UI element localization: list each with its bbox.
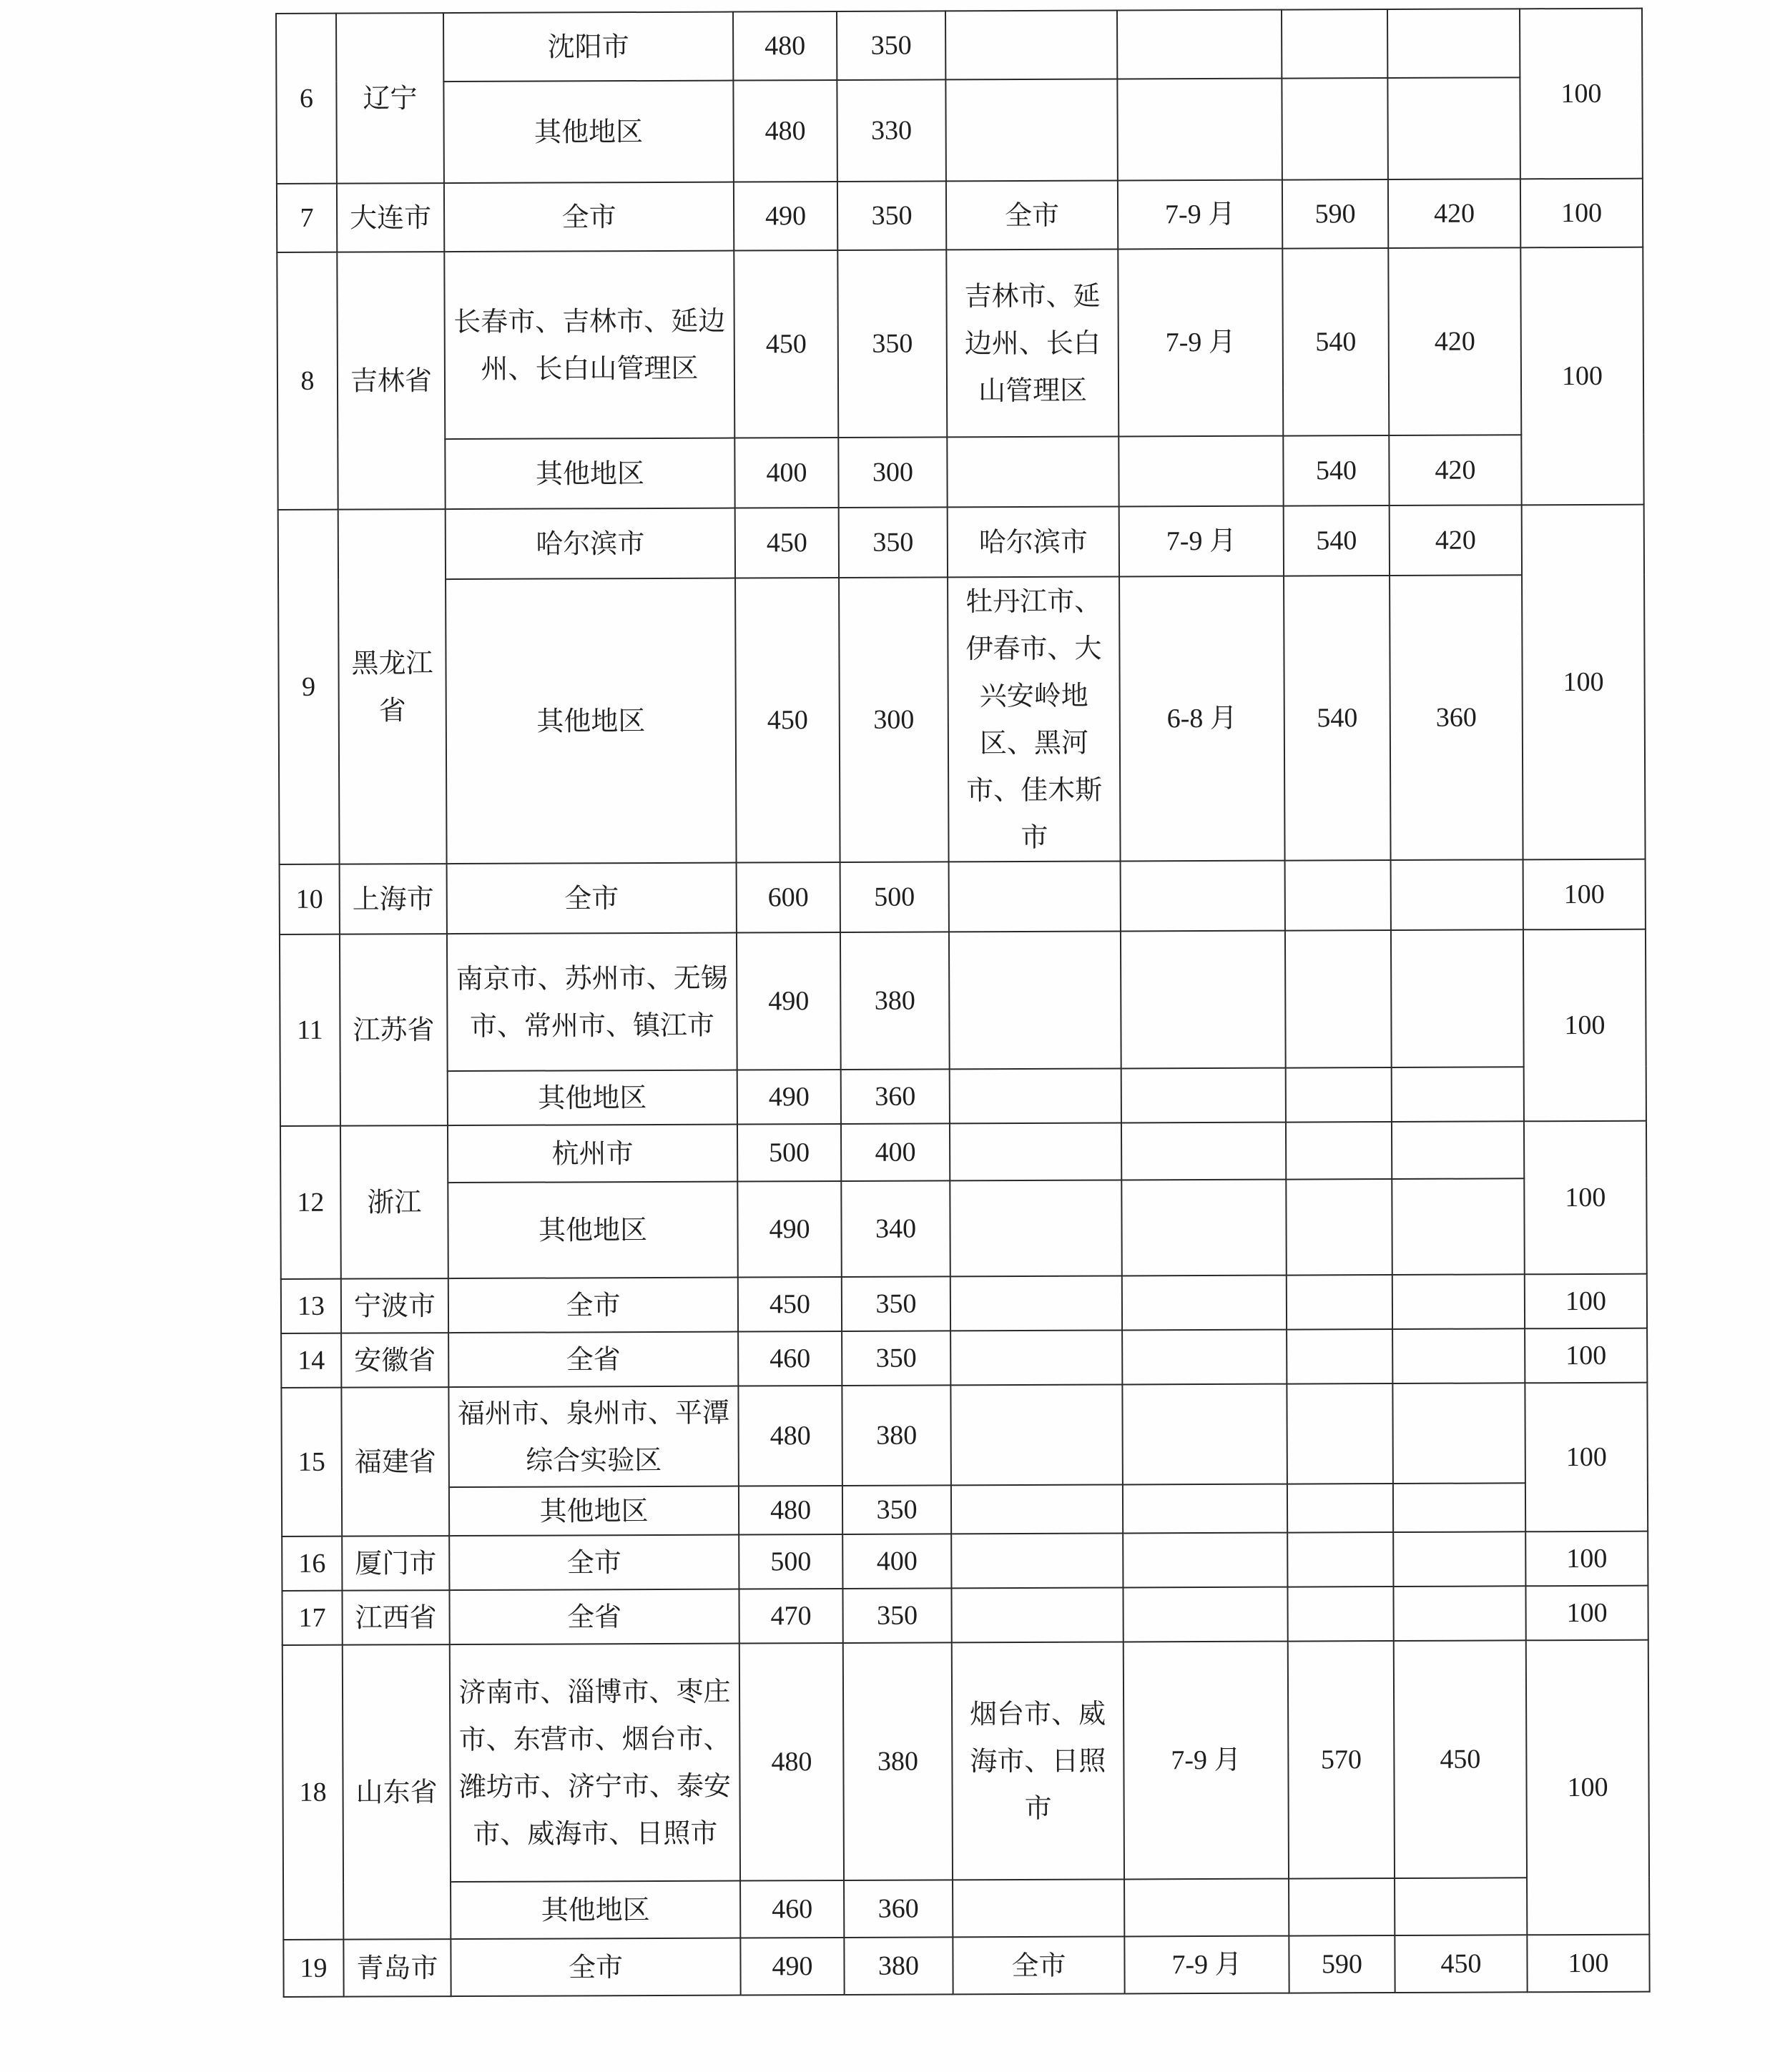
- area-cell: 长春市、吉林市、延边州、长白山管理区: [444, 251, 734, 440]
- peak-months-cell: [1122, 1330, 1287, 1385]
- peak-months-cell: [1122, 1276, 1287, 1331]
- peak-area-cell: 烟台市、威海市、日照市: [952, 1642, 1124, 1880]
- row-number: 8: [277, 252, 338, 510]
- value-cell: 420: [1388, 247, 1521, 435]
- value-cell: 480: [733, 11, 837, 81]
- fixed-value-cell: 100: [1523, 859, 1646, 930]
- value-cell: [1286, 1122, 1392, 1180]
- value-cell: 470: [739, 1589, 842, 1644]
- value-cell: 420: [1388, 179, 1520, 248]
- value-cell: 360: [841, 1069, 950, 1124]
- value-cell: 450: [738, 1277, 842, 1332]
- table-row: [283, 1935, 1649, 1997]
- value-cell: 350: [842, 1485, 951, 1534]
- value-cell: 540: [1282, 248, 1389, 436]
- value-cell: [1286, 1067, 1392, 1123]
- area-cell: 其他地区: [451, 1881, 740, 1940]
- table-row: [281, 1274, 1647, 1333]
- peak-months-cell: [1122, 1384, 1287, 1485]
- province-cell: 吉林省: [337, 252, 445, 510]
- area-cell: 南京市、苏州市、无锡市、常州市、镇江市: [447, 933, 737, 1072]
- province-cell: 山东省: [343, 1644, 451, 1940]
- table-row: [277, 247, 1643, 440]
- value-cell: [1391, 859, 1523, 930]
- area-cell: 全省: [448, 1332, 738, 1388]
- value-cell: 490: [737, 1181, 842, 1278]
- table-row: [278, 575, 1646, 864]
- fixed-value-cell: 100: [1524, 1121, 1647, 1275]
- peak-months-cell: [1117, 79, 1282, 181]
- peak-area-cell: 全市: [953, 1936, 1124, 1994]
- value-cell: [1392, 1178, 1525, 1275]
- area-cell: 全市: [451, 1938, 740, 1997]
- value-cell: [1392, 1328, 1525, 1383]
- value-cell: 380: [840, 932, 950, 1070]
- value-cell: [1391, 929, 1524, 1067]
- province-cell: 黑龙江省: [338, 509, 447, 864]
- peak-area-cell: [953, 1879, 1124, 1937]
- value-cell: 420: [1389, 435, 1521, 505]
- area-cell: 全市: [444, 182, 734, 252]
- value-cell: 480: [738, 1386, 842, 1486]
- value-cell: 350: [837, 181, 946, 250]
- area-cell: 其他地区: [449, 1486, 739, 1536]
- table-row: [277, 435, 1643, 510]
- peak-months-cell: 6-8 月: [1119, 576, 1285, 862]
- value-cell: 400: [841, 1123, 950, 1181]
- area-cell: 全省: [449, 1589, 739, 1645]
- value-cell: [1285, 930, 1392, 1068]
- peak-area-cell: [949, 861, 1121, 932]
- province-cell: 上海市: [340, 864, 447, 934]
- peak-area-cell: [949, 931, 1121, 1069]
- value-cell: 380: [844, 1937, 953, 1995]
- province-cell: 江西省: [342, 1590, 449, 1645]
- value-cell: 450: [735, 508, 839, 578]
- value-cell: [1287, 1587, 1393, 1642]
- value-cell: 360: [1390, 575, 1523, 860]
- table-row: [276, 9, 1642, 82]
- value-cell: 400: [842, 1534, 951, 1589]
- province-cell: 福建省: [341, 1387, 449, 1536]
- value-cell: 490: [740, 1938, 844, 1995]
- peak-months-cell: [1121, 861, 1285, 932]
- value-cell: 350: [837, 250, 947, 438]
- fixed-value-cell: 100: [1525, 1586, 1648, 1641]
- value-cell: [1393, 1483, 1525, 1532]
- fixed-value-cell: 100: [1523, 929, 1646, 1122]
- table-row: [280, 1121, 1646, 1183]
- value-cell: 350: [842, 1588, 951, 1643]
- value-cell: 480: [739, 1643, 844, 1881]
- value-cell: [1285, 860, 1391, 931]
- area-cell: 沈阳市: [443, 12, 733, 82]
- fixed-value-cell: 100: [1527, 1935, 1649, 1993]
- value-cell: 480: [733, 80, 837, 182]
- peak-area-cell: 牡丹江市、伊春市、大兴安岭地区、黑河市、佳木斯市: [948, 576, 1121, 862]
- value-cell: [1287, 1275, 1392, 1330]
- province-cell: 厦门市: [342, 1536, 449, 1591]
- value-cell: [1287, 1532, 1393, 1587]
- peak-area-cell: [950, 1180, 1122, 1276]
- area-cell: 其他地区: [446, 578, 737, 864]
- area-cell: 其他地区: [448, 1182, 738, 1279]
- peak-area-cell: [950, 1123, 1121, 1180]
- peak-months-cell: 7-9 月: [1118, 180, 1282, 250]
- value-cell: 350: [842, 1276, 950, 1331]
- row-number: 7: [277, 184, 337, 252]
- value-cell: [1392, 1383, 1525, 1484]
- peak-months-cell: [1123, 1533, 1287, 1588]
- area-cell: 其他地区: [443, 81, 734, 184]
- value-cell: 330: [837, 79, 946, 182]
- peak-area-cell: [947, 436, 1118, 507]
- area-cell: 全市: [447, 863, 737, 934]
- value-cell: [1287, 1383, 1393, 1484]
- table-row: [280, 859, 1646, 934]
- value-cell: 490: [737, 932, 841, 1070]
- row-number: 19: [283, 1940, 343, 1997]
- value-cell: 500: [737, 1124, 841, 1182]
- value-cell: 460: [740, 1880, 844, 1938]
- table-row: [283, 1878, 1649, 1940]
- value-cell: [1286, 1179, 1392, 1276]
- row-number: 9: [278, 510, 340, 864]
- peak-months-cell: [1117, 10, 1282, 79]
- value-cell: 340: [841, 1180, 950, 1277]
- province-cell: 青岛市: [343, 1939, 451, 1997]
- peak-months-cell: [1123, 1484, 1287, 1534]
- fixed-value-cell: 100: [1525, 1274, 1647, 1329]
- table-row: [276, 77, 1643, 184]
- value-cell: 400: [734, 438, 838, 508]
- peak-area-cell: [951, 1484, 1123, 1534]
- fixed-value-cell: 100: [1526, 1640, 1650, 1935]
- peak-area-cell: [945, 79, 1118, 181]
- standards-table: [275, 8, 1651, 1998]
- value-cell: [1393, 1586, 1525, 1641]
- value-cell: 380: [843, 1642, 953, 1880]
- peak-area-cell: 全市: [946, 180, 1118, 250]
- peak-months-cell: [1121, 1068, 1286, 1123]
- table-row: [282, 1531, 1648, 1591]
- value-cell: [1282, 78, 1388, 180]
- value-cell: 540: [1284, 576, 1391, 861]
- value-cell: [1392, 1121, 1524, 1179]
- value-cell: 590: [1289, 1935, 1395, 1993]
- row-number: 16: [282, 1536, 342, 1591]
- value-cell: 450: [735, 578, 840, 863]
- value-cell: 350: [839, 507, 948, 578]
- area-cell: 其他地区: [445, 438, 734, 510]
- table-row: [281, 1328, 1647, 1388]
- province-cell: 辽宁: [336, 13, 444, 184]
- value-cell: 540: [1284, 505, 1390, 576]
- area-cell: 全市: [448, 1278, 738, 1333]
- table-row: [280, 929, 1646, 1072]
- peak-months-cell: [1121, 1123, 1286, 1180]
- peak-months-cell: 7-9 月: [1124, 1936, 1289, 1994]
- province-cell: 安徽省: [341, 1333, 448, 1388]
- table-row: [278, 505, 1644, 580]
- fixed-value-cell: 100: [1525, 1383, 1648, 1532]
- table-row: [281, 1383, 1648, 1488]
- peak-months-cell: 7-9 月: [1124, 1642, 1289, 1880]
- value-cell: 450: [1395, 1935, 1527, 1993]
- row-number: 11: [280, 934, 340, 1126]
- fixed-value-cell: 100: [1520, 247, 1643, 505]
- value-cell: [1287, 1484, 1393, 1533]
- row-number: 17: [282, 1591, 342, 1645]
- peak-area-cell: [950, 1330, 1122, 1385]
- value-cell: 300: [839, 577, 949, 862]
- table-row: [277, 179, 1643, 252]
- peak-area-cell: [945, 10, 1117, 79]
- table-row: [280, 1067, 1646, 1126]
- value-cell: 450: [1394, 1640, 1527, 1878]
- area-cell: 其他地区: [448, 1070, 737, 1126]
- value-cell: 300: [838, 437, 947, 508]
- value-cell: 480: [739, 1486, 842, 1535]
- peak-area-cell: [950, 1384, 1123, 1485]
- peak-months-cell: [1124, 1879, 1289, 1937]
- value-cell: 500: [739, 1534, 842, 1589]
- value-cell: [1395, 1878, 1527, 1935]
- peak-months-cell: 7-9 月: [1118, 249, 1283, 437]
- area-cell: 杭州市: [448, 1125, 737, 1183]
- fixed-value-cell: 100: [1525, 1531, 1648, 1587]
- value-cell: [1387, 9, 1520, 78]
- row-number: 18: [282, 1645, 344, 1940]
- fixed-value-cell: 100: [1520, 9, 1643, 179]
- row-number: 12: [280, 1126, 341, 1279]
- value-cell: 460: [738, 1331, 842, 1386]
- fixed-value-cell: 100: [1525, 1328, 1647, 1383]
- peak-months-cell: 7-9 月: [1119, 506, 1284, 577]
- fixed-value-cell: 100: [1522, 505, 1646, 860]
- value-cell: [1387, 77, 1520, 179]
- row-number: 15: [281, 1388, 342, 1536]
- value-cell: [1287, 1329, 1392, 1384]
- value-cell: 380: [842, 1385, 951, 1486]
- peak-months-cell: [1121, 931, 1286, 1069]
- value-cell: 420: [1390, 505, 1522, 576]
- fixed-value-cell: 100: [1520, 179, 1643, 248]
- area-cell: 福州市、泉州市、平潭综合实验区: [448, 1386, 739, 1488]
- value-cell: [1282, 9, 1387, 79]
- value-cell: 540: [1283, 435, 1389, 506]
- province-cell: 浙江: [340, 1125, 448, 1279]
- province-cell: 宁波市: [341, 1278, 448, 1333]
- value-cell: 490: [737, 1070, 841, 1125]
- area-cell: 济南市、淄博市、枣庄市、东营市、烟台市、潍坊市、济宁市、泰安市、威海市、日照市: [450, 1644, 740, 1883]
- value-cell: [1392, 1067, 1524, 1122]
- value-cell: 500: [840, 862, 949, 932]
- row-number: 13: [281, 1279, 341, 1333]
- province-cell: 大连市: [337, 183, 444, 252]
- value-cell: 490: [734, 182, 837, 251]
- peak-area-cell: [950, 1068, 1121, 1123]
- value-cell: 570: [1288, 1641, 1395, 1879]
- area-cell: 全市: [449, 1535, 739, 1591]
- value-cell: [1393, 1531, 1525, 1587]
- peak-area-cell: [951, 1587, 1123, 1642]
- value-cell: 350: [837, 11, 945, 80]
- value-cell: 600: [737, 862, 840, 933]
- peak-months-cell: [1123, 1587, 1287, 1642]
- peak-area-cell: [951, 1533, 1123, 1588]
- row-number: 10: [280, 864, 340, 934]
- peak-months-cell: [1121, 1180, 1287, 1276]
- value-cell: 360: [844, 1880, 953, 1938]
- value-cell: 450: [734, 250, 838, 438]
- row-number: 14: [281, 1333, 341, 1388]
- table-row: [282, 1586, 1648, 1645]
- value-cell: [1289, 1878, 1395, 1936]
- table-row: [282, 1640, 1649, 1883]
- peak-area-cell: 吉林市、延边州、长白山管理区: [946, 249, 1118, 437]
- table-row: [280, 1178, 1647, 1279]
- province-cell: 江苏省: [340, 934, 448, 1126]
- area-cell: 哈尔滨市: [446, 508, 735, 580]
- peak-months-cell: [1118, 436, 1283, 507]
- peak-area-cell: [950, 1276, 1122, 1331]
- value-cell: 350: [842, 1331, 950, 1386]
- peak-area-cell: 哈尔滨市: [948, 506, 1119, 577]
- value-cell: [1392, 1274, 1525, 1329]
- row-number: 6: [276, 14, 337, 184]
- table-row: [282, 1483, 1648, 1536]
- value-cell: 590: [1282, 179, 1388, 249]
